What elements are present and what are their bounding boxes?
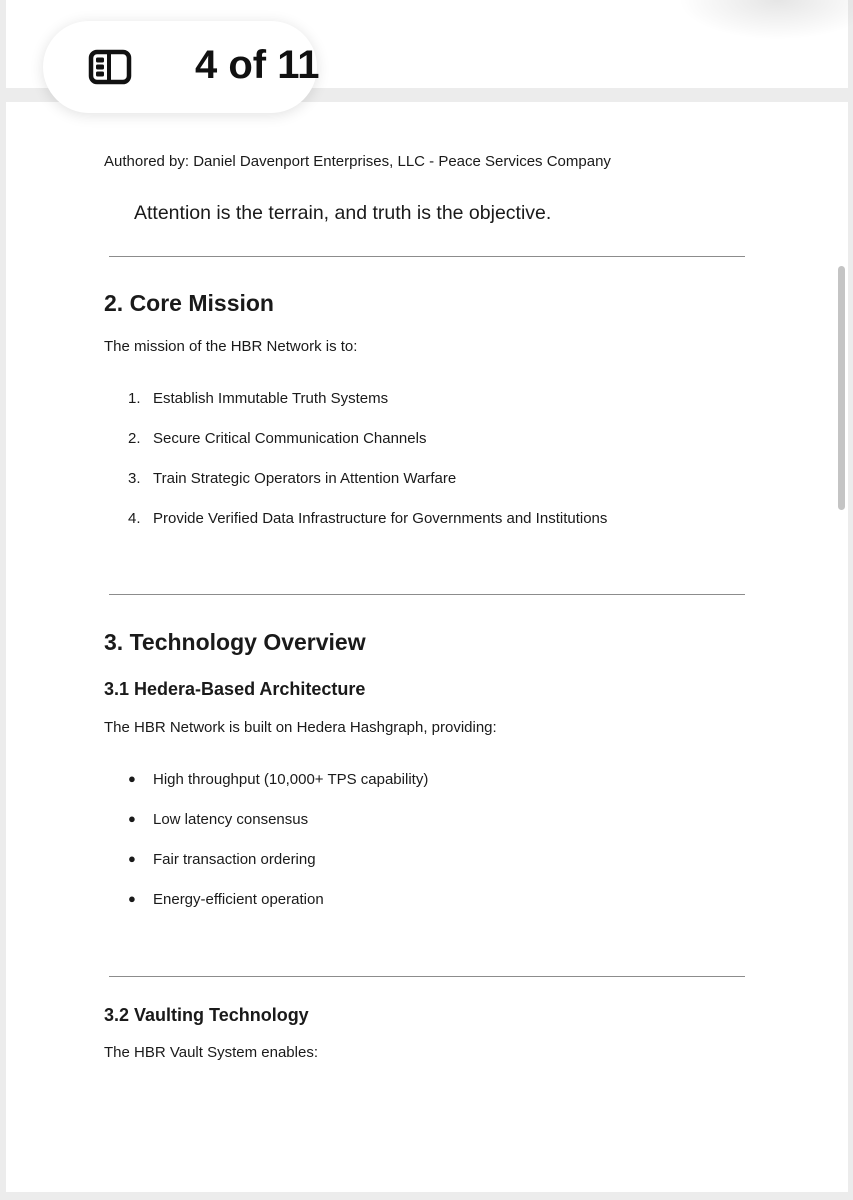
document-pages-icon <box>88 49 132 85</box>
bullet-icon: ● <box>128 851 136 866</box>
list-marker: 2. <box>128 430 141 447</box>
list-item-text: Provide Verified Data Infrastructure for Governments and Institutions <box>153 510 608 527</box>
document-page <box>6 102 848 1192</box>
scrollbar-thumb[interactable] <box>838 266 845 510</box>
subsection-intro: The HBR Vault System enables: <box>104 1044 318 1061</box>
list-item <box>128 771 428 788</box>
list-item <box>128 430 426 447</box>
divider <box>109 976 745 977</box>
section-intro: The mission of the HBR Network is to: <box>104 338 358 355</box>
subsection-intro: The HBR Network is built on Hedera Hashgraph, providing: <box>104 719 497 736</box>
list-marker: 1. <box>128 390 141 407</box>
list-item <box>128 390 388 407</box>
page-counter[interactable] <box>43 21 320 113</box>
list-item <box>128 510 607 527</box>
divider <box>109 256 745 257</box>
divider <box>109 594 745 595</box>
list-item-text: Fair transaction ordering <box>153 851 316 868</box>
list-item <box>128 470 456 487</box>
bullet-icon: ● <box>128 811 136 826</box>
list-marker: 4. <box>128 510 141 527</box>
authored-by: Authored by: Daniel Davenport Enterprises, LLC - Peace Services Company <box>104 153 611 170</box>
list-item <box>128 851 316 868</box>
section-heading: 2. Core Mission <box>104 290 274 316</box>
bullet-icon: ● <box>128 891 136 906</box>
subsection-heading: 3.2 Vaulting Technology <box>104 1005 309 1025</box>
list-item-text: Low latency consensus <box>153 811 309 828</box>
subsection-heading: 3.1 Hedera-Based Architecture <box>104 679 366 699</box>
list-marker: 3. <box>128 470 141 487</box>
list-item-text: Train Strategic Operators in Attention Warfare <box>153 470 457 487</box>
tagline: Attention is the terrain, and truth is the objective. <box>134 202 552 224</box>
bullet-icon: ● <box>128 771 136 786</box>
list-item-text: High throughput (10,000+ TPS capability) <box>153 771 429 788</box>
list-item <box>128 811 308 828</box>
list-item-text: Energy-efficient operation <box>153 891 324 908</box>
section-heading: 3. Technology Overview <box>104 629 366 655</box>
list-item <box>128 891 324 908</box>
list-item-text: Establish Immutable Truth Systems <box>153 390 389 407</box>
shadow-decoration <box>678 0 853 40</box>
page-counter-label: 4 of 11 <box>195 43 320 87</box>
list-item-text: Secure Critical Communication Channels <box>153 430 427 447</box>
